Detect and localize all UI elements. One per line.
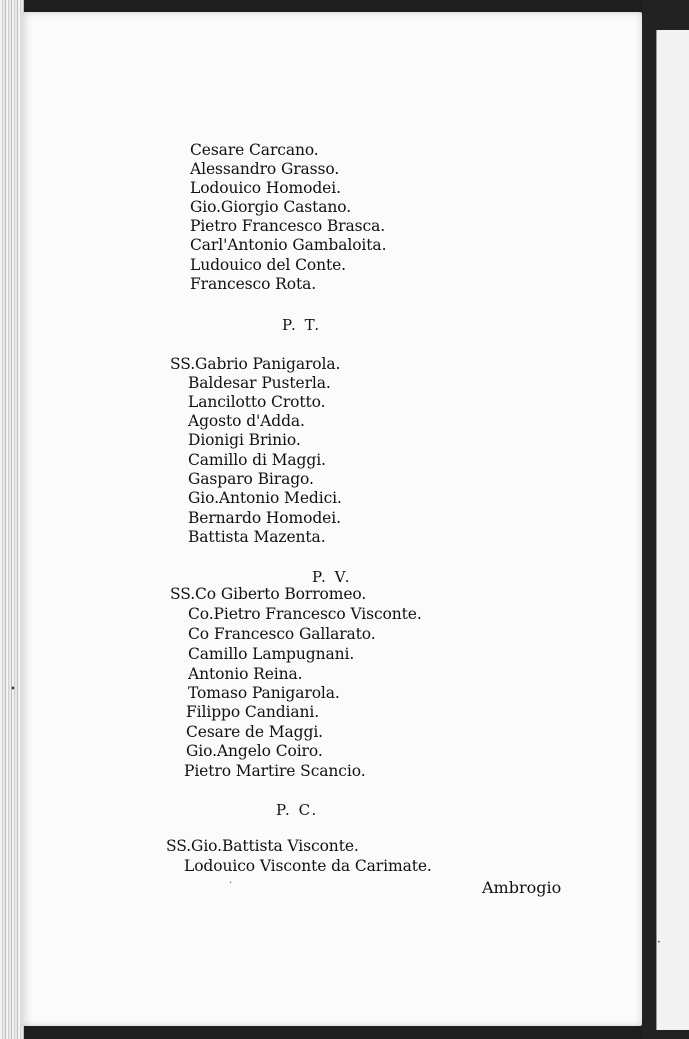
list-item: Bernardo Homodei.: [188, 509, 341, 527]
list-item: Co.Pietro Francesco Visconte.: [188, 605, 422, 623]
list-item: Gio.Giorgio Castano.: [190, 198, 352, 216]
list-item: Antonio Reina.: [188, 665, 303, 683]
list-item: Gio.Angelo Coiro.: [186, 742, 323, 760]
list-item: Tomaso Panigarola.: [188, 684, 340, 702]
section-heading-pt: P. T.: [282, 316, 322, 334]
list-item: Lancilotto Crotto.: [188, 393, 326, 411]
list-item: Filippo Candiani.: [186, 703, 320, 721]
list-item: Cesare de Maggi.: [186, 723, 323, 741]
list-item: Camillo di Maggi.: [188, 451, 326, 469]
list-item: SS.Gabrio Panigarola.: [170, 355, 341, 373]
list-item: Cesare Carcano.: [190, 141, 319, 159]
list-item: Camillo Lampugnani.: [188, 645, 355, 663]
list-item: Battista Mazenta.: [188, 528, 326, 546]
list-item: Pietro Francesco Brasca.: [190, 217, 386, 235]
margin-mark: •: [10, 684, 16, 695]
list-item: Ludouico del Conte.: [190, 256, 346, 274]
list-item: Co Francesco Gallarato.: [188, 625, 376, 643]
list-item: Francesco Rota.: [190, 275, 317, 293]
facing-page-mark: ·: [657, 935, 661, 949]
list-item: Dionigi Brinio.: [188, 431, 301, 449]
catchword: Ambrogio: [482, 878, 562, 897]
list-item: Agosto d'Adda.: [188, 412, 305, 430]
list-item: Alessandro Grasso.: [190, 160, 340, 178]
facing-page-edge: [656, 30, 689, 1030]
list-item: Carl'Antonio Gambaloita.: [190, 236, 387, 254]
section-heading-pc: P. C.: [276, 801, 319, 819]
list-item: Pietro Martire Scancio.: [184, 762, 366, 780]
list-item: Lodouico Homodei.: [190, 179, 341, 197]
list-item: Lodouico Visconte da Carimate.: [184, 857, 432, 875]
list-item: SS.Co Giberto Borromeo.: [170, 585, 367, 603]
ink-speck: ·: [229, 878, 233, 889]
list-item: SS.Gio.Battista Visconte.: [166, 837, 359, 855]
list-item: Gasparo Birago.: [188, 470, 314, 488]
list-item: Gio.Antonio Medici.: [188, 489, 342, 507]
list-item: Baldesar Pusterla.: [188, 374, 331, 392]
section-heading-pv: P. V.: [312, 568, 352, 586]
